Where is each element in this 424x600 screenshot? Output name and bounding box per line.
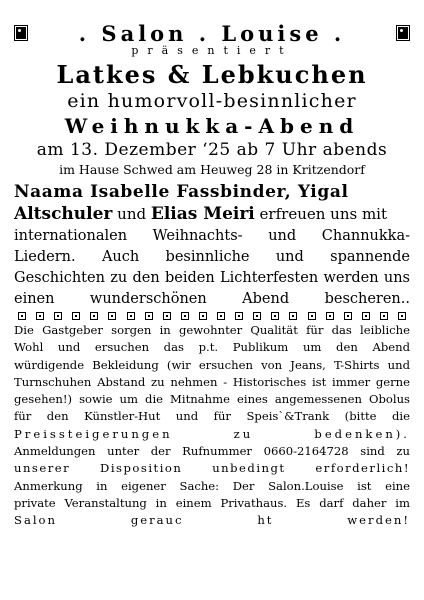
ornament-square-icon — [181, 312, 189, 320]
invitation-page — [14, 20, 410, 530]
intro-line: internationalen Weihnachts- und Channukka- — [14, 228, 410, 244]
info-line: würdigende Bekleidung (wir ersuchen von Jeans, T-Shirts und — [14, 357, 410, 372]
info-line: Wohl und ersuchen das p.t. Publikum um den Abend — [14, 340, 410, 355]
ornament-square-icon — [18, 312, 26, 320]
artist-meiri: Elias Meiri — [150, 204, 255, 224]
ornament-square-icon — [308, 312, 316, 320]
ornament-square-icon — [90, 312, 98, 320]
ornament-square-icon — [108, 312, 116, 320]
info-line: Anmeldungen unter der Rufnummer 0660-2164728 sind zu — [14, 444, 410, 459]
ornament-square-icon — [72, 312, 80, 320]
intro-line: Liedern. Auch besinnliche und spannende — [14, 249, 410, 265]
info-line: Anmerkung in eigener Sache: Der Salon.Louise ist eine — [14, 478, 410, 493]
artist-altschuler: Altschuler — [14, 204, 113, 224]
ornament-icon-right — [396, 25, 410, 41]
artists-line-1 — [14, 182, 410, 204]
info-line: Preissteigerungen zu bedenken). — [14, 426, 410, 441]
info-line: gesehen!) sowie um die Mitnahme eines angemessenen Obolus — [14, 392, 410, 407]
event-tagline-2: Weihnukka-Abend — [64, 114, 360, 138]
ornament-square-icon — [127, 312, 135, 320]
header-row — [14, 20, 410, 46]
event-tagline-1: ein humorvoll-besinnlicher — [67, 90, 357, 112]
artists-names-1: Naama Isabelle Fassbinder, Yigal — [14, 182, 349, 202]
intro-line: Geschichten zu den beiden Lichterfesten werden uns — [14, 270, 410, 286]
ornament-square-icon — [380, 312, 388, 320]
info-line: Salon gerauc ht werden! — [14, 513, 410, 528]
ornament-square-icon — [289, 312, 297, 320]
intro-line: einen wunderschönen Abend bescheren.. — [14, 291, 410, 307]
artists-and: und — [117, 205, 147, 223]
ornament-square-icon — [163, 312, 171, 320]
info-line: Die Gastgeber sorgen in gewohnter Qualität für das leibliche — [14, 323, 410, 337]
ornament-square-icon — [54, 312, 62, 320]
ornament-square-icon — [344, 312, 352, 320]
ornament-square-icon — [199, 312, 207, 320]
ornament-separator — [14, 312, 410, 320]
artists-line-2 — [14, 204, 410, 226]
intro-paragraph — [14, 226, 410, 310]
presents-line: präsentiert — [131, 44, 293, 57]
info-line: für den Künstler-Hut und für Speis`&Trank (bitte die — [14, 409, 410, 424]
salon-title: . Salon . Louise . — [78, 20, 346, 46]
info-line: private Veranstaltung in einem Privathaus. Es darf daher im — [14, 495, 410, 510]
ornament-square-icon — [326, 312, 334, 320]
artists-rest: erfreuen uns mit — [259, 205, 387, 223]
ornament-square-icon — [235, 312, 243, 320]
ornament-square-icon — [398, 312, 406, 320]
info-line: unserer Disposition unbedingt erforderlich! — [14, 461, 410, 476]
ornament-square-icon — [217, 312, 225, 320]
ornament-square-icon — [271, 312, 279, 320]
info-line: Turnschuhen Abstand zu nehmen - Historisches ist immer gerne — [14, 374, 410, 389]
event-date: am 13. Dezember ‘25 ab 7 Uhr abends — [36, 140, 388, 160]
ornament-square-icon — [253, 312, 261, 320]
ornament-square-icon — [145, 312, 153, 320]
ornament-icon-left — [14, 25, 28, 41]
ornament-square-icon — [36, 312, 44, 320]
event-location: im Hause Schwed am Heuweg 28 in Kritzendorf — [59, 162, 365, 177]
info-paragraph — [14, 322, 410, 530]
event-title: Latkes & Lebkuchen — [56, 60, 368, 89]
ornament-square-icon — [362, 312, 370, 320]
